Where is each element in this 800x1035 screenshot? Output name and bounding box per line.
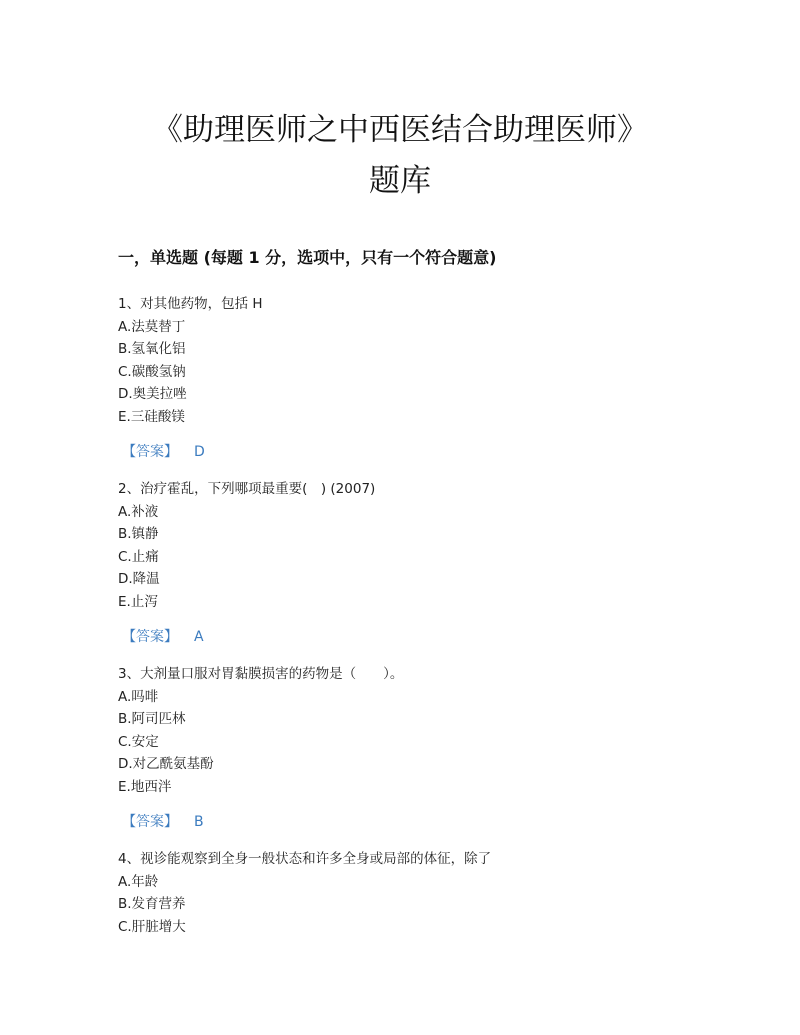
question-1 [118, 293, 718, 463]
option-e: E.三硅酸镁 [118, 408, 185, 425]
answer-row [118, 626, 718, 648]
answer-label: 【答案】 [122, 444, 178, 460]
option-a: A.吗啡 [118, 688, 159, 705]
question-stem: 4、视诊能观察到全身一般状态和许多全身或局部的体征，除了 [118, 851, 492, 867]
option-a: A.补液 [118, 503, 159, 520]
question-4 [118, 848, 718, 938]
answer-row [118, 441, 718, 463]
option-c: C.肝脏增大 [118, 918, 186, 935]
question-2 [118, 478, 718, 648]
answer-row [118, 811, 718, 833]
option-a: A.法莫替丁 [118, 318, 186, 335]
question-stem: 1、对其他药物，包括 H [118, 296, 263, 312]
document-title-line2: 题库 [369, 163, 431, 199]
question-stem: 3、大剂量口服对胃黏膜损害的药物是（ ）。 [118, 666, 404, 682]
option-d: D.奥美拉唑 [118, 386, 187, 402]
answer-value: A [194, 629, 204, 645]
option-d: D.降温 [118, 571, 160, 587]
option-c: C.止痛 [118, 548, 159, 565]
option-e: E.止泻 [118, 593, 158, 610]
option-b: B.发育营养 [118, 896, 186, 912]
option-b: B.镇静 [118, 526, 159, 542]
question-stem: 2、治疗霍乱，下列哪项最重要( ) (2007) [118, 481, 376, 497]
answer-label: 【答案】 [122, 629, 178, 645]
option-e: E.地西泮 [118, 778, 172, 795]
option-a: A.年龄 [118, 873, 159, 890]
question-3 [118, 663, 718, 833]
answer-label: 【答案】 [122, 814, 178, 830]
option-b: B.阿司匹林 [118, 711, 186, 727]
option-d: D.对乙酰氨基酚 [118, 756, 214, 772]
answer-value: B [194, 814, 204, 830]
answer-value: D [194, 444, 205, 460]
document-title-line1: 《助理医师之中西医结合助理医师》 [152, 112, 648, 148]
option-b: B.氢氧化铝 [118, 341, 186, 357]
option-c: C.碳酸氢钠 [118, 363, 186, 380]
option-c: C.安定 [118, 733, 159, 750]
section-heading: 一，单选题 (每题 1 分，选项中，只有一个符合题意) [118, 248, 497, 267]
